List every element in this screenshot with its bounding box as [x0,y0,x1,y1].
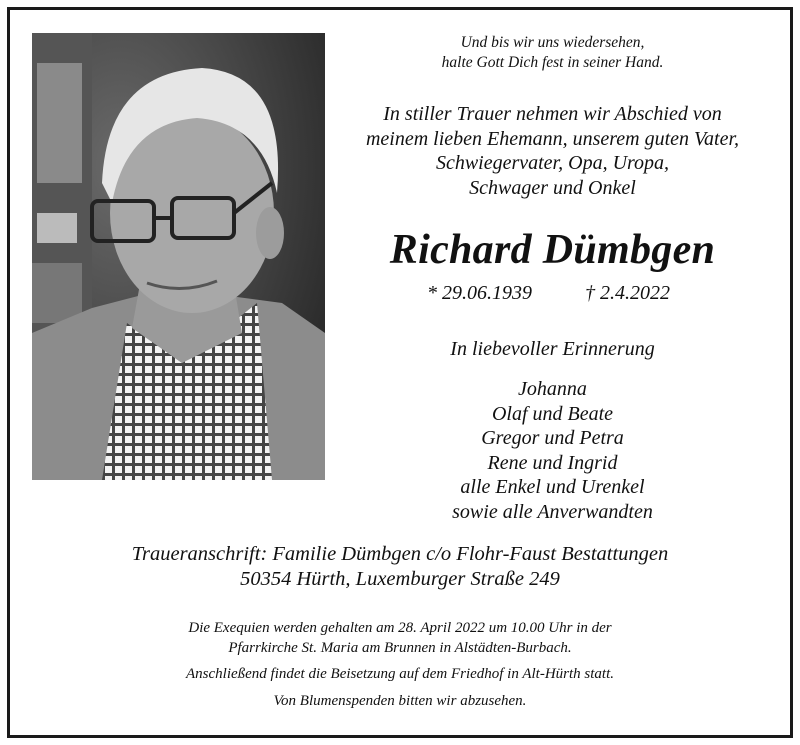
mourner-name: Rene und Ingrid [487,451,618,474]
service-line: Die Exequien werden gehalten am 28. April 2022 um 10.00 Uhr in der [188,620,612,636]
motto-verse [345,33,760,73]
service-line: Pfarrkirche St. Maria am Brunnen in Alstädten-Burbach. [228,639,572,656]
motto-line: Und bis wir uns wiedersehen, [460,34,645,51]
deceased-name: Richard Dümbgen [389,227,716,273]
address-line: Traueranschrift: Familie Dümbgen c/o Flohr-Faust Bestattungen [131,543,669,565]
farewell-line: meinem lieben Ehemann, unserem guten Vater, [365,127,740,150]
farewell-text [340,102,765,200]
mourner-name: sowie alle Anverwandten [452,500,653,523]
address-line: 50354 Hürth, Luxemburger Straße 249 [240,568,560,590]
mourning-address [50,542,750,592]
mourner-name: Olaf und Beate [491,402,614,425]
portrait-photo [32,33,325,480]
service-notes [50,619,750,711]
death-date: † 2.4.2022 [585,282,670,304]
motto-line: halte Gott Dich fest in seiner Hand. [441,54,664,71]
farewell-line: Schwager und Onkel [469,176,636,199]
farewell-line: In stiller Trauer nehmen wir Abschied von [383,103,722,125]
mourner-name: Gregor und Petra [481,427,624,450]
birth-date: * 29.06.1939 [427,282,532,304]
mourner-name: alle Enkel und Urenkel [460,476,645,499]
memory-line: In liebevoller Erinnerung [450,338,655,360]
farewell-line: Schwiegervater, Opa, Uropa, [435,152,670,174]
mourners-list [340,377,765,525]
mourner-name: Johanna [518,378,587,400]
burial-line: Anschließend findet die Beisetzung auf dem Friedhof in Alt-Hürth statt. [186,666,614,682]
flowers-line: Von Blumenspenden bitten wir abzusehen. [273,692,527,709]
